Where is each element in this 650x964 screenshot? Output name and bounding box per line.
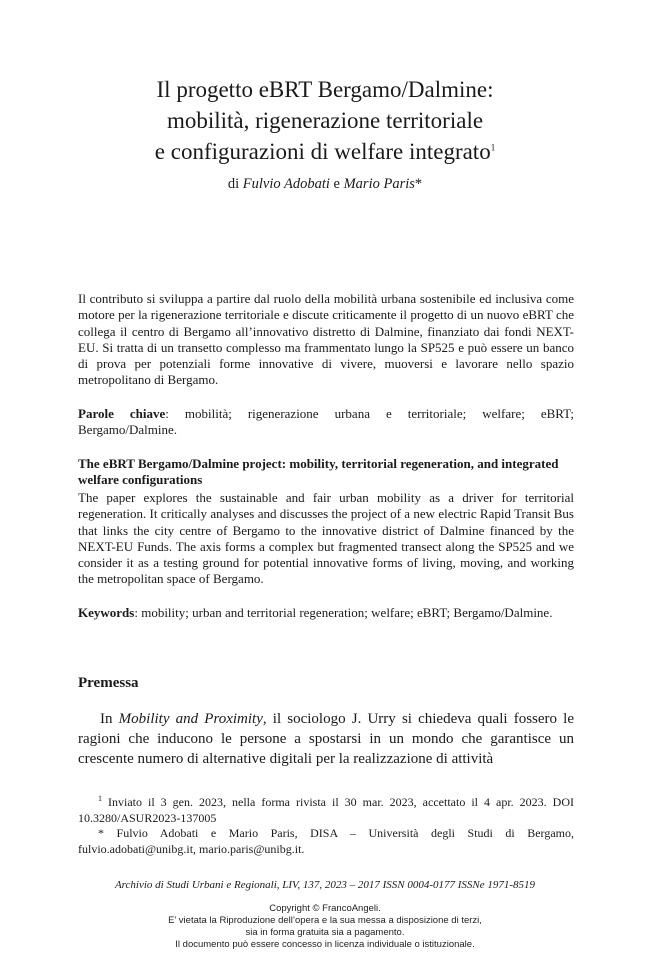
keywords-english	[78, 605, 574, 621]
author-2: Mario Paris	[343, 176, 415, 192]
copyright-line-2: E’ vietata la Riproduzione dell’opera e la sua messa a disposizione di terzi,	[168, 915, 482, 926]
footnote-2: * Fulvio Adobati e Mario Paris, DISA – Università degli Studi di Bergamo, fulvio.adobati@unibg.it, mario.paris@unibg.it.	[78, 826, 574, 856]
footnote-1	[78, 795, 574, 826]
authors	[60, 175, 590, 193]
copyright-line-1: Copyright © FrancoAngeli.	[269, 903, 381, 914]
abstract-english: The paper explores the sustainable and fair urban mobility as a driver for territorial regeneration. It critically analyses and discusses the project of a new electric Rapid Transit Bus that links the city centre of Bergamo to the innovative district of Dalmine financed by the NEXT-EU Funds. The axis forms a complex but fragmented transect along the SP525 and we consider it as a testing ground for potential innovative forms of living, moving, and working the metropolitan space of Bergamo.	[78, 490, 574, 587]
title-line-1: Il progetto eBRT Bergamo/Dalmine:	[156, 77, 494, 102]
body-intro: In	[100, 711, 119, 727]
keywords-italian	[78, 406, 574, 439]
authors-prefix: di	[227, 176, 243, 192]
article-title	[60, 74, 590, 167]
abstract-italian: Il contributo si sviluppa a partire dal ruolo della mobilità urbana sostenibile ed inclusiva come motore per la rigenerazione territoriale e discute criticamente il progetto di un nuovo eBRT che collega il centro di Bergamo all’innovativo distretto di Dalmine, finanziato dai fondi NEXT-EU. Si tratta di un transetto complesso ma frammentato lungo la SP525 e può essere un banco di prova per potenziali forme innovative di vivere, muoversi e lavorare nello spazio metropolitano di Bergamo.	[78, 291, 574, 388]
keywords-italian-label: Parole chiave	[78, 406, 166, 421]
footnote-1-mark: 1	[98, 794, 102, 803]
keywords-english-label: Keywords	[78, 605, 135, 620]
keywords-italian-text: : mobilità; rigenerazione urbana e territoriale; welfare; eBRT; Bergamo/Dalmine.	[78, 406, 574, 438]
title-footnote-mark: 1	[490, 142, 496, 153]
title-line-3-text: e configurazioni di welfare integrato	[154, 139, 491, 164]
english-title: The eBRT Bergamo/Dalmine project: mobility, territorial regeneration, and integrated welfare configurations	[78, 456, 559, 488]
section-heading: Premessa	[78, 675, 139, 691]
copyright-line-4: Il documento può essere concesso in licenza individuale o istituzionale.	[175, 939, 475, 950]
copyright-line-3: sia in forma gratuita sia a pagamento.	[245, 927, 405, 938]
title-line-3	[60, 136, 590, 167]
footnotes	[78, 795, 574, 857]
authors-conjunction: e	[329, 176, 344, 192]
cited-book-title: Mobility and Proximity	[118, 711, 263, 727]
journal-citation: Archivio di Studi Urbani e Regionali, LIV, 137, 2023 – 2017 ISSN 0004-0177 ISSNe 1971-8519	[114, 879, 536, 891]
footnote-1-text: Inviato il 3 gen. 2023, nella forma rivista il 30 mar. 2023, accettato il 4 apr. 2023. DOI 10.3280/ASUR2023-137005	[78, 795, 574, 825]
title-line-2: mobilità, rigenerazione territoriale	[166, 108, 484, 133]
body-paragraph	[78, 709, 574, 769]
author-1: Fulvio Adobati	[242, 176, 330, 192]
keywords-english-text: : mobility; urban and territorial regeneration; welfare; eBRT; Bergamo/Dalmine.	[134, 605, 553, 620]
body-text: , il sociologo J. Urry si chiedeva quali fossero le ragioni che inducono le persone a spostarsi in un mondo che garantisce un crescente numero di alternative digitali per la realizzazione di attività	[78, 711, 574, 767]
copyright-notice	[40, 903, 610, 951]
author-2-mark: *	[414, 176, 423, 192]
